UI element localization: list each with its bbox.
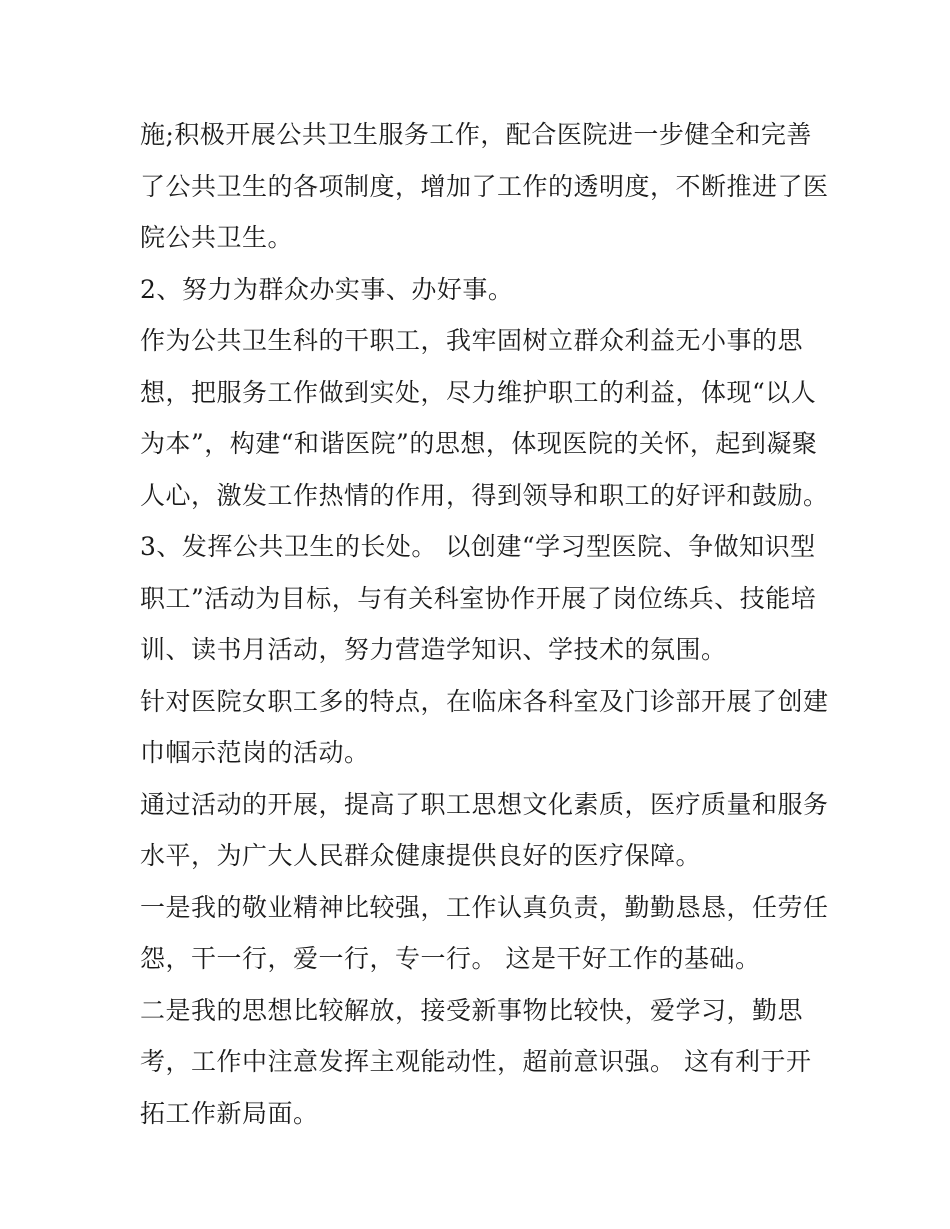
text-line: 考，工作中注意发挥主观能动性，超前意识强。 这有利于开 <box>140 1047 812 1076</box>
text-line: 一是我的敬业精神比较强，工作认真负责，勤勤恳恳，任劳任 <box>140 892 829 922</box>
text-line: 训、读书月活动，努力营造学知识、学技术的氛围。 <box>140 635 727 664</box>
text-line: 针对医院女职工多的特点，在临床各科室及门诊部开展了创建 <box>140 686 829 716</box>
text-line: 了公共卫生的各项制度，增加了工作的透明度，不断推进了医 <box>140 171 829 201</box>
text-line: 想，把服务工作做到实处，尽力维护职工的利益，体现“以人 <box>140 377 817 407</box>
section-heading: 3、发挥公共卫生的长处。 以创建“学习型医院、争做知识型 <box>140 532 816 561</box>
text-line: 通过活动的开展，提高了职工思想文化素质，医疗质量和服务 <box>140 789 829 819</box>
text-line: 怨，干一行，爱一行，专一行。 这是干好工作的基础。 <box>140 944 761 973</box>
text-line: 二是我的思想比较解放，接受新事物比较快，爱学习，勤思 <box>140 995 804 1025</box>
text-line: 作为公共卫生科的干职工，我牢固树立群众利益无小事的思 <box>140 326 804 355</box>
text-line: 院公共卫生。 <box>140 223 294 252</box>
document-body <box>140 109 830 1139</box>
text-line: 职工”活动为目标，与有关科室协作开展了岗位练兵、技能培 <box>140 583 817 613</box>
section-heading: 2、努力为群众办实事、办好事。 <box>140 274 514 304</box>
text-line: 施;积极开展公共卫生服务工作，配合医院进一步健全和完善 <box>140 120 812 149</box>
text-line: 拓工作新局面。 <box>140 1098 319 1128</box>
text-line: 人心，激发工作热情的作用，得到领导和职工的好评和鼓励。 <box>140 480 829 510</box>
text-line: 水平，为广大人民群众健康提供良好的医疗保障。 <box>140 841 702 870</box>
text-line: 巾帼示范岗的活动。 <box>140 738 370 767</box>
text-line: 为本”，构建“和谐医院”的思想，体现医院的关怀，起到凝聚 <box>140 429 818 458</box>
